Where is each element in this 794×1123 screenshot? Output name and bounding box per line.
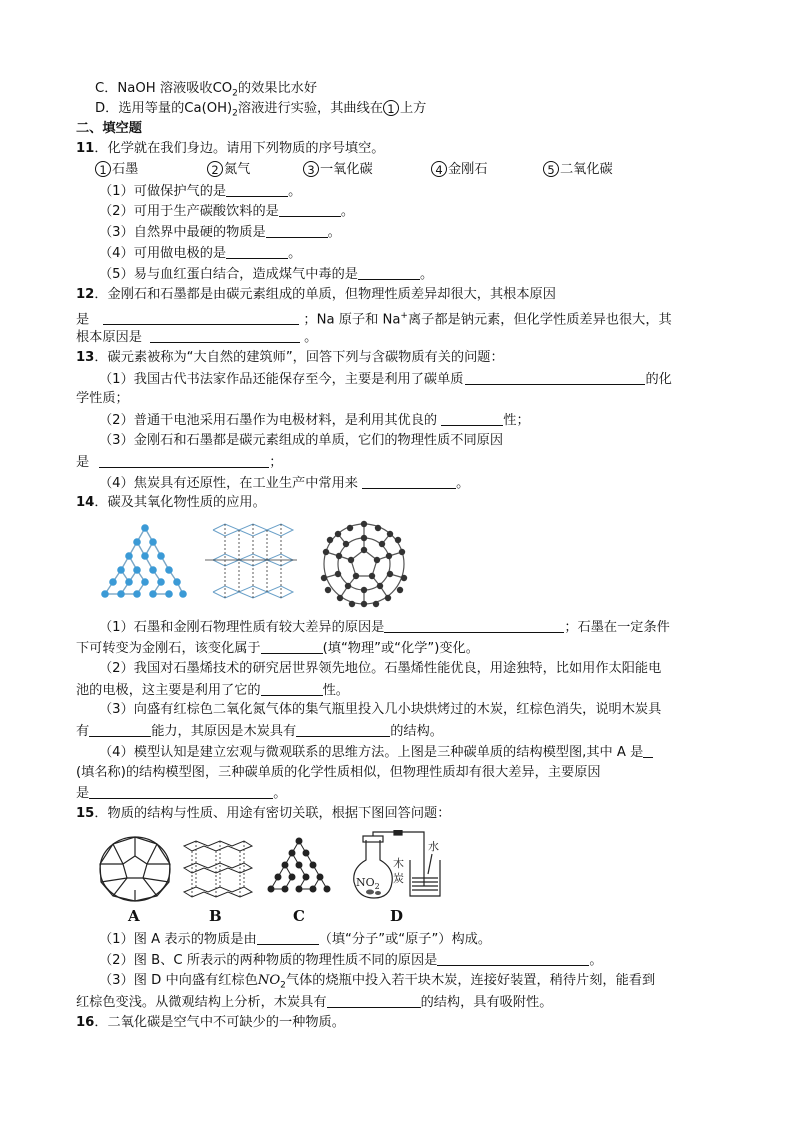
q13-s1: （1）我国古代书法家作品还能保存至今，主要是利用了碳单质 的化 [99, 372, 672, 387]
q15-s2: （2）图 B、C 所表示的两种物质的物理性质不同的原因是 。 [99, 953, 603, 968]
q11-stem: 11．化学就在我们身边。请用下列物质的序号填空。 [76, 141, 385, 156]
q11-s5: （5）易与血红蛋白结合，造成煤气中毒的是 。 [99, 267, 434, 282]
q15-s3: （3）图 D 中向盛有红棕色$NO_2$气体的烧瓶中投入若干块木炭，连接好装置，稍待片刻，能看到 [99, 973, 656, 991]
q14-s3: （3）向盛有红棕色二氧化氮气体的集气瓶里投入几小块烘烤过的木炭，红棕色消失，说明木炭具 [99, 702, 662, 717]
answer-blank[interactable] [226, 182, 288, 197]
charcoal-label-2: 炭 [393, 872, 404, 885]
answer-blank[interactable] [266, 223, 328, 238]
q11-s4: （4）可用做电极的是 。 [99, 246, 302, 261]
q12-l3: 根本原因是 。 [76, 330, 318, 345]
q13-s1-cont: 学性质； [76, 391, 129, 406]
answer-blank[interactable] [643, 743, 653, 758]
section-heading: 二、填空题 [76, 121, 142, 136]
answer-blank[interactable] [99, 453, 269, 468]
q13-s3-cont: 是 ； [76, 455, 283, 470]
q13-stem: 13．碳元素被称为“大自然的建筑师”，回答下列与含碳物质有关的问题： [76, 350, 504, 365]
figure-c-diamond [262, 836, 336, 904]
answer-blank[interactable] [296, 722, 390, 737]
water-label: 水 [428, 840, 439, 853]
answer-blank[interactable] [261, 639, 323, 654]
q11-options: 1 石墨 2 氮气 3 一氧化碳 4 金刚石 5 二氧化碳 [95, 161, 613, 179]
answer-blank[interactable] [226, 244, 288, 259]
q14-s4: （4）模型认知是建立宏观与微观联系的思维方法。上图是三种碳单质的结构模型图,其中 A 是 [99, 743, 653, 762]
figure-a-fullerene [97, 834, 173, 904]
answer-blank[interactable] [261, 681, 323, 696]
q11-s1: （1）可做保护气的是 。 [99, 184, 302, 199]
q14-s2-cont: 池的电极，这主要是利用了它的 性。 [76, 683, 349, 698]
q16-stem: 16．二氧化碳是空气中不可缺少的一种物质。 [76, 1015, 345, 1030]
q14-s4-cont: (填名称)的结构模型图，三种碳单质的化学性质相似，但物理性质却有很大差异，主要原因 [76, 765, 601, 780]
answer-blank[interactable] [327, 993, 421, 1008]
answer-blank[interactable] [103, 310, 299, 325]
answer-blank[interactable] [150, 328, 300, 343]
figure-label-a: A [128, 907, 140, 925]
q14-s1: （1）石墨和金刚石物理性质有较大差异的原因是 ；石墨在一定条件 [99, 620, 670, 635]
q14-s1-cont: 下可转变为金刚石，该变化属于 (填“物理”或“化学”)变化。 [76, 641, 479, 656]
figure-b-graphite [180, 838, 254, 904]
q13-s2: （2）普通干电池采用石墨作为电极材料，是利用其优良的 性； [99, 413, 530, 428]
answer-blank[interactable] [384, 618, 564, 633]
answer-blank[interactable] [362, 474, 456, 489]
q13-s3: （3）金刚石和石墨都是碳元素组成的单质，它们的物理性质不同原因 [99, 433, 504, 448]
no2-label: $NO_2$ [356, 876, 380, 891]
answer-blank[interactable] [437, 951, 589, 966]
fullerene-structure-figure [318, 518, 410, 610]
answer-blank[interactable] [358, 265, 420, 280]
q15-s3-cont: 红棕色变浅。从微观结构上分析，木炭具有 的结构，具有吸附性。 [76, 995, 553, 1010]
q14-stem: 14．碳及其氧化物性质的应用。 [76, 495, 266, 510]
q14-s3-cont: 有 能力，其原因是木炭具有 的结构。 [76, 724, 443, 739]
figure-label-b: B [209, 907, 222, 925]
option-c: C．NaOH 溶液吸收$CO_2$的效果比水好 [95, 81, 318, 99]
q11-s3: （3）自然界中最硬的物质是 。 [99, 225, 341, 240]
q13-s4: （4）焦炭具有还原性，在工业生产中常用来 。 [99, 476, 470, 491]
figure-d-apparatus [348, 830, 448, 908]
q15-s1: （1）图 A 表示的物质是由 （填“分子”或“原子”）构成。 [99, 932, 492, 947]
graphite-structure-figure [205, 520, 297, 604]
figure-label-d: D [390, 907, 404, 925]
diamond-structure-figure [95, 520, 187, 602]
q14-s2: （2）我国对石墨烯技术的研究居世界领先地位。石墨烯性能优良，用途独特，比如用作太阳能电 [99, 661, 662, 676]
q14-s4-cont2: 是 。 [76, 786, 287, 801]
figure-label-c: C [293, 907, 305, 925]
q12-l1: 12．金刚石和石墨都是由碳元素组成的单质，但物理性质差异却很大，其根本原因 [76, 287, 556, 302]
answer-blank[interactable] [89, 722, 151, 737]
answer-blank[interactable] [89, 784, 273, 799]
answer-blank[interactable] [257, 930, 319, 945]
q12-l2: 是 ；Na 原子和 Na+离子都是钠元素，但化学性质差异也很大，其 [76, 311, 672, 328]
charcoal-label-1: 木 [393, 857, 404, 870]
q15-stem: 15．物质的结构与性质、用途有密切关联，根据下图回答问题： [76, 806, 451, 821]
q11-s2: （2）可用于生产碳酸饮料的是 。 [99, 204, 355, 219]
answer-blank[interactable] [465, 370, 645, 385]
answer-blank[interactable] [279, 202, 341, 217]
option-d: D．选用等量的$Ca(OH)_2$溶液进行实验，其曲线在 1 上方 [95, 101, 427, 119]
answer-blank[interactable] [441, 411, 503, 426]
